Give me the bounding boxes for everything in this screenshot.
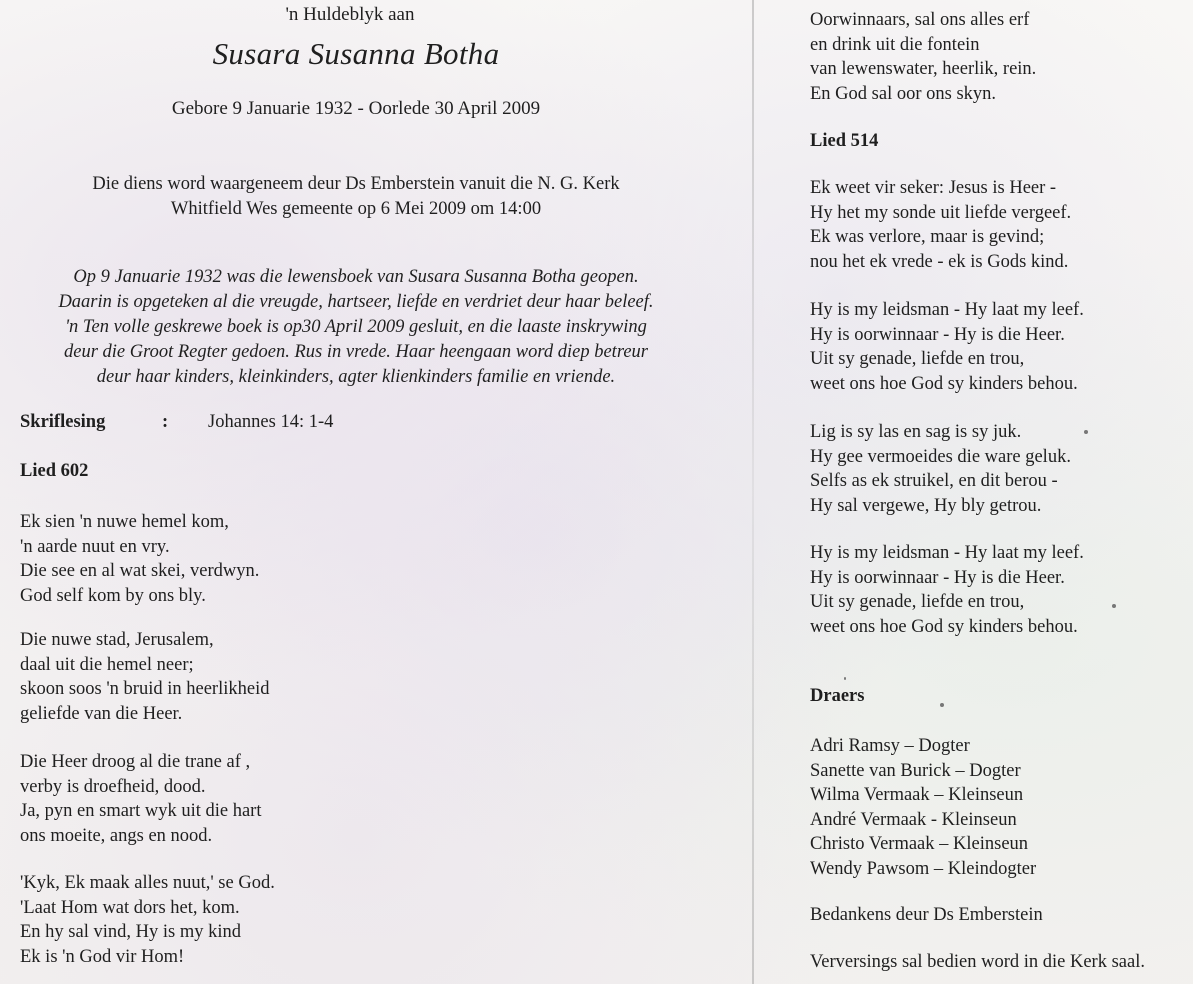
verse-line: 'Kyk, Ek maak alles nuut,' se God. <box>20 873 275 893</box>
verse-line: Uit sy genade, liefde en trou, <box>810 592 1025 612</box>
hymn-602-stanza-4 <box>20 871 275 969</box>
deceased-name: Susara Susanna Botha <box>212 36 500 71</box>
hymn-602-stanza-2 <box>20 628 269 726</box>
print-speck <box>1112 604 1116 608</box>
verse-line: Hy is oorwinnaar - Hy is die Heer. <box>810 567 1065 588</box>
scripture-reading-value: Johannes 14: 1-4 <box>208 412 334 432</box>
verse-line: ons moeite, angs en nood. <box>20 825 213 846</box>
verse-line: Hy gee vermoeides die ware geluk. <box>810 446 1071 467</box>
tribute-line: Daarin is opgeteken al die vreugde, hartseer, liefde en verdriet deur haar beleef. <box>58 292 654 312</box>
pallbearer-item: Wilma Vermaak – Kleinseun <box>810 785 1024 805</box>
hymn-514-title: Lied 514 <box>810 131 879 151</box>
tribute-line: deur haar kinders, kleinkinders, agter klienkinders familie en vriende. <box>96 367 616 387</box>
verse-line: Ek weet vir seker: Jesus is Heer - <box>810 178 1057 198</box>
verse-line: van lewenswater, heerlik, rein. <box>810 59 1037 79</box>
verse-line: Ja, pyn en smart wyk uit die hart <box>20 801 262 821</box>
print-speck <box>1084 430 1088 434</box>
service-line: Die diens word waargeneem deur Ds Emberstein vanuit die N. G. Kerk <box>92 174 620 194</box>
heading: 'n Huldeblyk aan <box>285 4 415 25</box>
tribute-paragraph <box>0 265 712 390</box>
verse-line: daal uit die hemel neer; <box>20 654 194 675</box>
right-column <box>754 0 1193 984</box>
verse-line: Die nuwe stad, Jerusalem, <box>20 630 214 650</box>
tribute-line: deur die Groot Regter gedoen. Rus in vrede. Haar heengaan word diep betreur <box>63 342 648 362</box>
scripture-reading-colon: : <box>162 412 169 432</box>
verse-line: Ek sien 'n nuwe hemel kom, <box>20 512 229 532</box>
service-info <box>0 172 712 222</box>
verse-line: en drink uit die fontein <box>810 34 980 55</box>
verse-line: verby is droefheid, dood. <box>20 776 206 797</box>
pallbearers-list <box>810 734 1036 881</box>
pallbearers-title: Draers <box>810 686 865 706</box>
hymn-514-stanza-2 <box>810 298 1084 396</box>
verse-line: Die Heer droog al die trane af , <box>20 752 251 772</box>
scripture-reading-label: Skriflesing <box>20 412 106 432</box>
hymn-602-stanza-3 <box>20 750 261 848</box>
print-speck <box>940 703 944 707</box>
verse-line: Hy sal vergewe, Hy bly getrou. <box>810 495 1042 516</box>
verse-line: Oorwinnaars, sal ons alles erf <box>810 10 1030 30</box>
hymn-514-stanza-1 <box>810 176 1071 274</box>
life-dates: Gebore 9 Januarie 1932 - Oorlede 30 April 2009 <box>171 98 541 119</box>
tribute-line: Op 9 Januarie 1932 was die lewensboek van Susara Susanna Botha geopen. <box>73 267 639 287</box>
hymn-514-stanza-4 <box>810 541 1084 639</box>
pallbearer-item: André Vermaak - Kleinseun <box>810 809 1017 830</box>
verse-line: weet ons hoe God sy kinders behou. <box>810 616 1078 637</box>
thanks-line: Bedankens deur Ds Emberstein <box>810 905 1043 925</box>
verse-line: Lig is sy las en sag is sy juk. <box>810 422 1022 442</box>
verse-line: Uit sy genade, liefde en trou, <box>810 349 1025 369</box>
pallbearer-item: Wendy Pawsom – Kleindogter <box>810 858 1037 879</box>
verse-line: Hy is my leidsman - Hy laat my leef. <box>810 300 1084 320</box>
hymn-602-continued <box>810 8 1036 106</box>
verse-line: skoon soos 'n bruid in heerlikheid <box>20 679 270 699</box>
verse-line: weet ons hoe God sy kinders behou. <box>810 373 1078 394</box>
print-speck <box>844 677 846 680</box>
verse-line: Selfs as ek struikel, en dit berou - <box>810 471 1058 491</box>
verse-line: geliefde van die Heer. <box>20 703 183 724</box>
verse-line: nou het ek vrede - ek is Gods kind. <box>810 251 1069 272</box>
verse-line: En God sal oor ons skyn. <box>810 83 997 104</box>
verse-line: Ek was verlore, maar is gevind; <box>810 227 1045 247</box>
verse-line: 'n aarde nuut en vry. <box>20 536 170 557</box>
pallbearer-item: Sanette van Burick – Dogter <box>810 760 1021 781</box>
verse-line: Die see en al wat skei, verdwyn. <box>20 561 260 581</box>
verse-line: 'Laat Hom wat dors het, kom. <box>20 897 240 918</box>
verse-line: En hy sal vind, Hy is my kind <box>20 922 241 942</box>
refreshments-line: Verversings sal bedien word in die Kerk saal. <box>810 952 1145 972</box>
verse-line: Ek is 'n God vir Hom! <box>20 946 185 967</box>
service-line: Whitfield Wes gemeente op 6 Mei 2009 om 14:00 <box>170 199 542 219</box>
pallbearer-item: Adri Ramsy – Dogter <box>810 736 970 756</box>
verse-line: Hy het my sonde uit liefde vergeef. <box>810 202 1072 223</box>
verse-line: God self kom by ons bly. <box>20 585 206 606</box>
tribute-line: 'n Ten volle geskrewe boek is op30 April 2009 gesluit, en die laaste inskrywing <box>65 317 647 337</box>
hymn-514-stanza-3 <box>810 420 1071 518</box>
pallbearer-item: Christo Vermaak – Kleinseun <box>810 834 1029 854</box>
hymn-602-stanza-1 <box>20 510 259 608</box>
hymn-602-title: Lied 602 <box>20 461 89 481</box>
verse-line: Hy is my leidsman - Hy laat my leef. <box>810 543 1084 563</box>
verse-line: Hy is oorwinnaar - Hy is die Heer. <box>810 324 1065 345</box>
